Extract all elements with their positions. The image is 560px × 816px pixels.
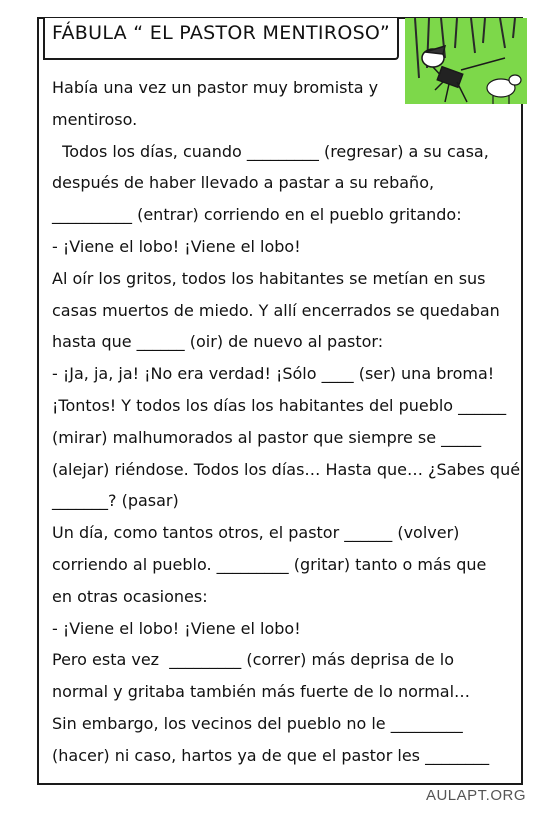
text-line: Todos los días, cuando _________ (regresar) a su casa, [52,141,489,161]
text-line: corriendo al pueblo. _________ (gritar) tanto o más que [52,554,487,574]
text-line: Sin embargo, los vecinos del pueblo no le _________ [52,713,463,733]
text-line: (mirar) malhumorados al pastor que siempre se _____ [52,427,482,447]
text-line: casas muertos de miedo. Y allí encerrados se quedaban [52,300,500,320]
text-line: - ¡Viene el lobo! ¡Viene el lobo! [52,618,301,638]
text-line: en otras ocasiones: [52,586,208,606]
text-line: - ¡Ja, ja, ja! ¡No era verdad! ¡Sólo ____ (ser) una broma! [52,364,495,384]
text-line: (hacer) ni caso, hartos ya de que el pastor les ________ [52,745,490,765]
worksheet-title: FÁBULA “ EL PASTOR MENTIROSO” [52,22,390,44]
site-watermark: AULAPT.ORG [425,787,526,804]
text-line: ¡Tontos! Y todos los días los habitantes del pueblo ______ [52,395,507,415]
text-line: Un día, como tantos otros, el pastor ______ (volver) [52,523,460,543]
text-line: mentiroso. [52,109,138,129]
text-line: Pero esta vez _________ (correr) más deprisa de lo [52,650,454,670]
text-line: - ¡Viene el lobo! ¡Viene el lobo! [52,236,301,256]
text-line: __________ (entrar) corriendo en el pueblo gritando: [52,205,462,225]
text-line: (alejar) riéndose. Todos los días… Hasta que… ¿Sabes qué [52,459,521,479]
text-line: _______? (pasar) [52,491,179,511]
text-line: después de haber llevado a pastar a su rebaño, [52,173,435,193]
text-line: Al oír los gritos, todos los habitantes se metían en sus [52,268,486,288]
text-line: hasta que ______ (oir) de nuevo al pastor: [52,332,384,352]
fable-text [52,72,520,772]
text-line: Había una vez un pastor muy bromista y [52,78,379,97]
text-line: normal y gritaba también más fuerte de lo normal… [52,682,471,702]
